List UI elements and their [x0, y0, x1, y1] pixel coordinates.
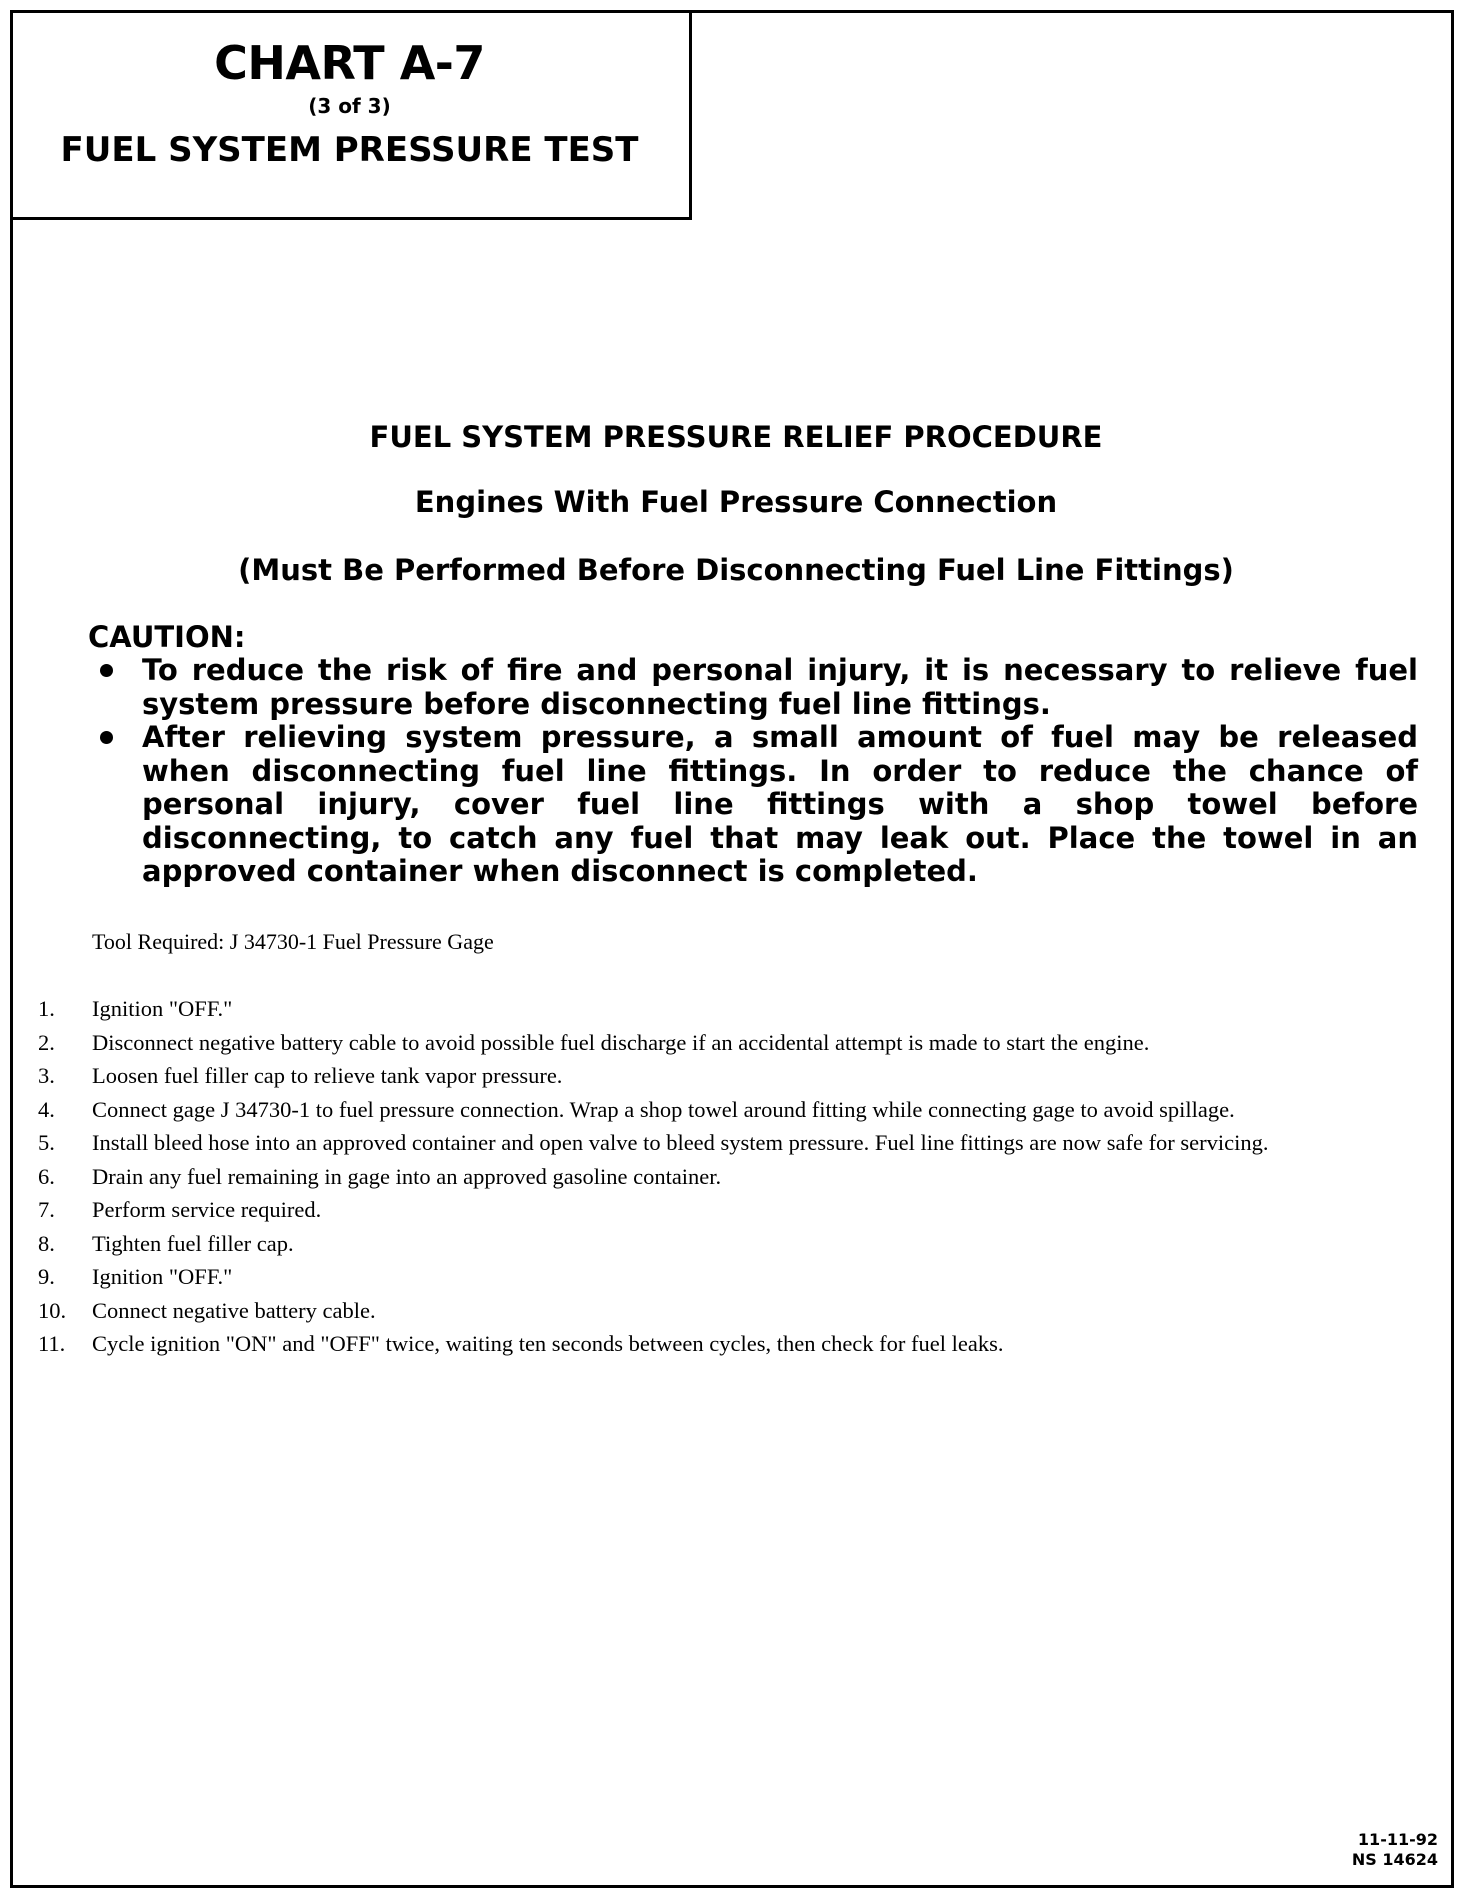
caution-block — [88, 620, 1418, 889]
caution-item — [88, 721, 1418, 889]
step-number: 1. — [38, 996, 55, 1021]
caution-item — [88, 654, 1418, 721]
step-number: 9. — [38, 1264, 55, 1289]
chart-title: CHART A-7 — [214, 36, 485, 90]
procedure-steps — [38, 992, 1422, 1361]
procedure-step — [38, 1160, 1422, 1194]
step-number: 11. — [38, 1331, 66, 1356]
footer-date: 11-11-92 — [1357, 1830, 1438, 1849]
document-footer — [1352, 1830, 1438, 1870]
footer-code: NS 14624 — [1351, 1850, 1438, 1869]
bullet-icon — [100, 664, 113, 677]
step-text: Cycle ignition "ON" and "OFF" twice, waiting ten seconds between cycles, then check for fuel leaks. — [92, 1331, 1004, 1356]
step-text: Disconnect negative battery cable to avoid possible fuel discharge if an accidental attempt is made to start the engine. — [92, 1029, 1150, 1055]
procedure-title: FUEL SYSTEM PRESSURE RELIEF PROCEDURE — [369, 420, 1103, 454]
bullet-icon — [100, 731, 113, 744]
step-text: Connect negative battery cable. — [92, 1297, 376, 1323]
step-number: 2. — [38, 1029, 55, 1055]
caution-label: CAUTION: — [88, 620, 246, 654]
step-text: Drain any fuel remaining in gage into an approved gasoline container. — [92, 1163, 722, 1189]
caution-item-text: To reduce the risk of fire and personal injury, it is necessary to relieve fuel system pressure before disconnecting fuel line fittings. — [142, 653, 1418, 721]
step-text: Perform service required. — [92, 1197, 322, 1222]
step-number: 6. — [38, 1163, 55, 1189]
step-number: 8. — [38, 1230, 55, 1256]
procedure-subtitle: Engines With Fuel Pressure Connection — [414, 485, 1058, 519]
step-number: 5. — [38, 1130, 55, 1155]
step-number: 10. — [38, 1297, 67, 1323]
caution-list — [88, 654, 1418, 889]
chart-page-indicator: (3 of 3) — [308, 94, 391, 118]
procedure-step — [38, 1227, 1422, 1261]
procedure-step — [38, 992, 1422, 1026]
step-text: Loosen fuel filler cap to relieve tank vapor pressure. — [92, 1063, 563, 1088]
procedure-step — [38, 1294, 1422, 1328]
procedure-step — [38, 1093, 1422, 1127]
caution-item-text: After relieving system pressure, a small amount of fuel may be released when disconnecting fuel line fittings. In order to reduce the chance of personal injury, cover fuel line fittings with a shop towel before disconnecting, to catch any fuel that may leak out. Place the towel in an approved container when disconnect is completed. — [142, 720, 1418, 888]
procedure-step — [38, 1059, 1422, 1093]
procedure-step — [38, 1327, 1422, 1361]
step-number: 7. — [38, 1197, 55, 1222]
tool-required: Tool Required: J 34730-1 Fuel Pressure Gage — [92, 929, 494, 954]
step-number: 4. — [38, 1096, 55, 1122]
procedure-note: (Must Be Performed Before Disconnecting Fuel Line Fittings) — [238, 553, 1234, 587]
procedure-step — [38, 1126, 1422, 1160]
step-text: Connect gage J 34730-1 to fuel pressure connection. Wrap a shop towel around fitting while connecting gage to avoid spillage. — [92, 1096, 1235, 1122]
chart-title-box — [10, 10, 692, 220]
step-number: 3. — [38, 1063, 55, 1088]
procedure-step — [38, 1260, 1422, 1294]
step-text: Ignition "OFF." — [92, 1264, 233, 1289]
procedure-step — [38, 1193, 1422, 1227]
chart-subtitle: FUEL SYSTEM PRESSURE TEST — [60, 130, 639, 170]
step-text: Ignition "OFF." — [92, 996, 233, 1021]
step-text: Install bleed hose into an approved container and open valve to bleed system pressure. Fuel line fittings are now safe for servicing. — [92, 1130, 1269, 1155]
procedure-step — [38, 1026, 1422, 1060]
step-text: Tighten fuel filler cap. — [92, 1230, 294, 1256]
